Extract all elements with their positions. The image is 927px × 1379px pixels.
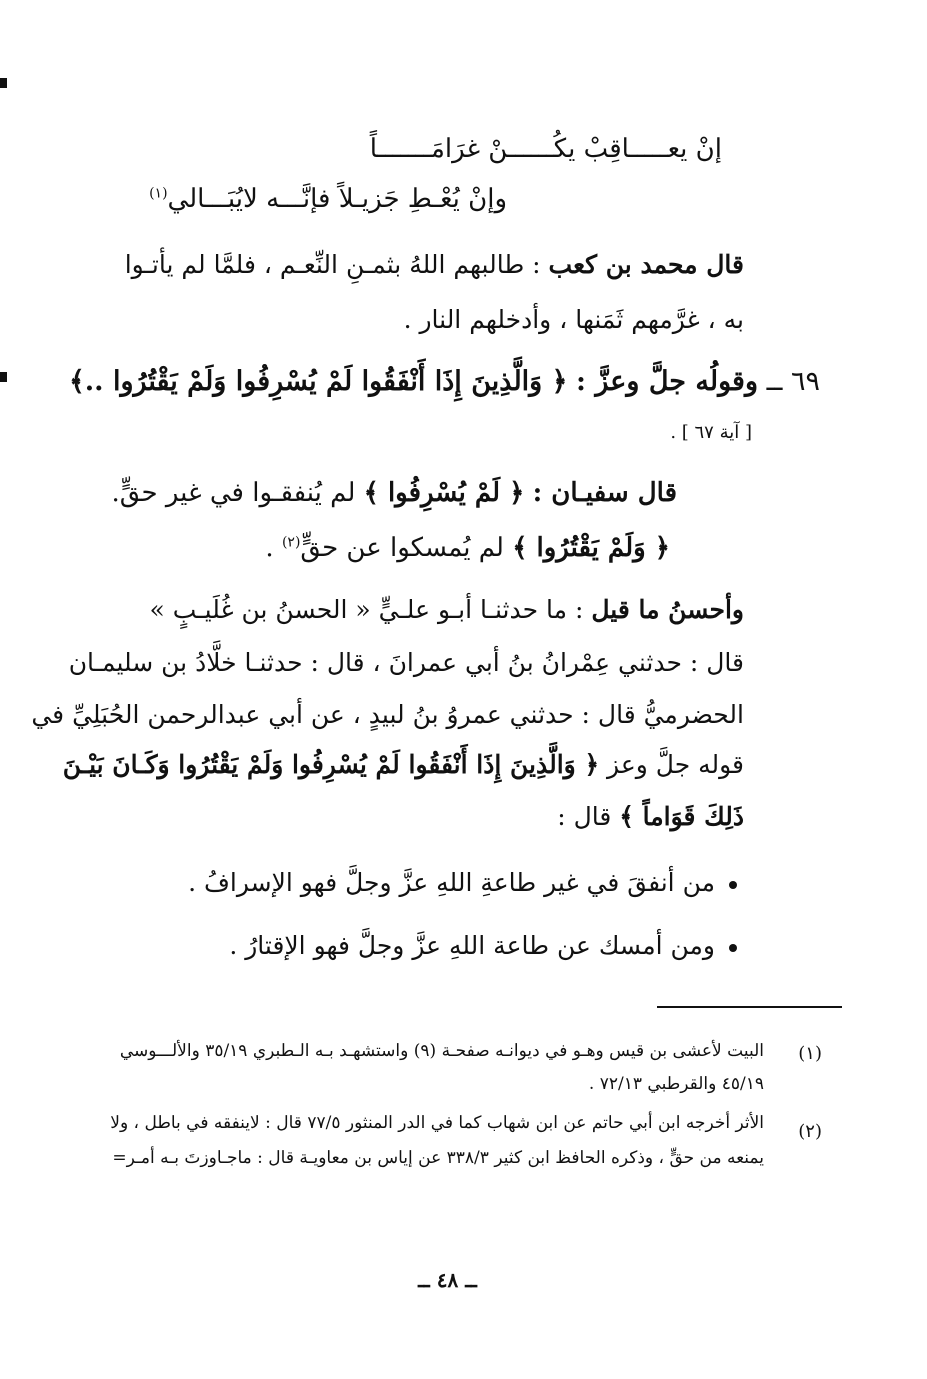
para-kaab-line-2: به ، غرَّمهم ثَمَنها ، وأدخلهم النار . <box>403 305 744 334</box>
footnote-1-number: (١) <box>798 1043 822 1064</box>
para-kaab-text-1: : طالبهم اللهُ بثمـنِ النِّعـم ، فلمَّا لم يأتـوا <box>124 250 541 279</box>
best-text-5: قال : <box>557 802 612 831</box>
best-text-1: : ما حدثنـا أبـو علـيٍّ « الحسنُ بن غُلَيـبٍ » <box>149 595 584 624</box>
best-text-4: قوله جلَّ وعز <box>607 750 744 779</box>
bullet-text-1: من أنفقَ في غير طاعةِ اللهِ عزَّ وجلَّ فهو الإسرافُ . <box>188 868 715 897</box>
speaker-sufyan: قال سفيـان : <box>532 478 677 508</box>
bullet-dot-icon <box>729 881 737 889</box>
sufyan-verse-2: ﴿ وَلَمْ يَقْتُرُوا ﴾ <box>512 533 670 563</box>
best-lead: وأحسنُ ما قيل <box>591 595 744 624</box>
footnote-1-line-2: ٤٥/١٩ والقرطبي ٧٢/١٣ . <box>588 1074 764 1094</box>
poem-line-2-text: وإنْ يُعْـطِ جَزيـلاً فإنَّـــه لايُبَـــالي <box>167 184 507 214</box>
best-line-3: الحضرميُّ قال : حدثني عمروُ بنُ لبيدٍ ، عن أبي عبدالرحمن الحُبَلِيِّ في <box>31 700 744 729</box>
entry-69-line <box>69 368 820 395</box>
footnote-1-line-1: البيت لأعشى بن قيس وهـو في ديوانـه صفحـة (٩) واستشهـد بـه الـطبري ٣٥/١٩ والألـــوسي <box>119 1041 764 1061</box>
sufyan-text-2-end: . <box>265 533 282 563</box>
best-verse-5: ذَلِكَ قَوَاماً ﴾ <box>619 802 744 831</box>
footnote-2-number: (٢) <box>798 1121 822 1142</box>
entry-number: ٦٩ ــ <box>766 366 820 397</box>
entry-intro: وقولُه جلَّ وعزَّ : <box>576 366 758 397</box>
bullet-item-1 <box>188 870 737 895</box>
footnote-2-line-1: الأثر أخرجه ابن أبي حاتم عن ابن شهاب كما في الدر المنثور ٧٧/٥ قال : لاينفقه في باطل ، ولا <box>110 1113 764 1133</box>
poem-line-1: إنْ يعـــــاقِبْ يكُــــــنْ غرَامَـــــــاً <box>369 134 722 164</box>
best-verse-4: ﴿ وَالَّذِينَ إِذَا أَنْفَقُوا لَمْ يُسْرِفُوا وَلَمْ يَقْتُرُوا وَكَـانَ بَيْـنَ <box>62 750 600 779</box>
best-line-1 <box>150 597 744 622</box>
scan-mark-top <box>0 78 7 88</box>
footnote-ref-2: (٢) <box>281 534 301 551</box>
sufyan-text-2: لم يُمسكوا عن حقٍّ <box>300 533 504 563</box>
poem-line-2 <box>149 186 507 212</box>
best-line-5 <box>557 804 744 829</box>
bullet-item-2 <box>229 933 737 958</box>
sufyan-text-1: لم يُنفقـوا في غير حقٍّ. <box>111 478 356 508</box>
best-line-2: قال : حدثني عِمْرانُ بنُ أبي عمرانَ ، قال : حدثنـا خلَّادُ بن سليمـان <box>68 648 744 677</box>
entry-verse: ﴿ وَالَّذِينَ إِذَا أَنْفَقُوا لَمْ يُسْرِفُوا وَلَمْ يَقْتُرُوا ..﴾ <box>68 366 568 397</box>
footnote-separator <box>657 1006 842 1008</box>
sufyan-verse-1: ﴿ لَمْ يُسْرِفُوا ﴾ <box>363 478 525 508</box>
sufyan-line-1 <box>112 480 677 506</box>
best-line-4 <box>63 752 744 777</box>
footnote-ref-1: (١) <box>149 185 168 202</box>
bullet-text-2: ومن أمسك عن طاعة اللهِ عزَّ وجلَّ فهو الإقتارُ . <box>229 931 715 960</box>
page-number: ــ ٤٨ ــ <box>418 1268 477 1292</box>
speaker-muhammad-bin-kaab: قال محمد بن كعب <box>548 250 744 279</box>
verse-reference: [ آية ٦٧ ] . <box>670 422 752 443</box>
bullet-dot-icon <box>729 944 737 952</box>
para-kaab-line-1 <box>125 252 744 277</box>
sufyan-line-2 <box>265 535 670 561</box>
scan-mark-middle <box>0 372 7 382</box>
footnote-2-line-2: يمنعه من حقٍّ ، وذكره الحافظ ابن كثير ٣٣٨/٣ عن إياس بن معاويـة قال : ماجـاوزتَ بـه أمـر= <box>112 1148 764 1168</box>
